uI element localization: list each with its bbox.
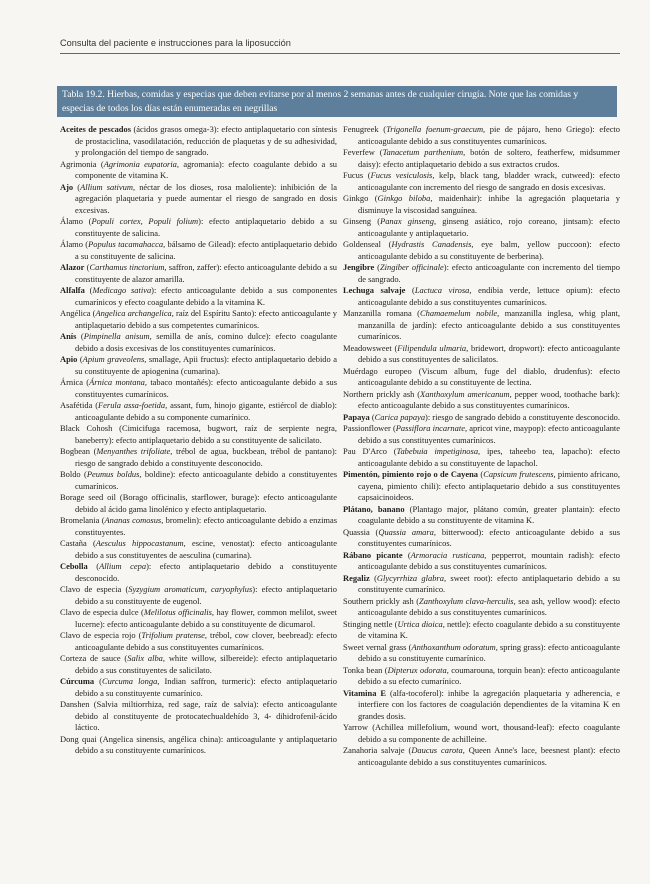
herb-name: Cebolla [60, 561, 88, 571]
herb-name: Quassia [343, 526, 370, 537]
herb-entry [343, 170, 620, 193]
open-paren: ( [414, 388, 421, 399]
herb-description: ácidos grasos omega-3): efecto antiplaquetario con síntesis de prostaciclina, vasodilatación, reducción de plaquetas y de su adhesividad, y prolongación del tiempo de sangrado. [75, 124, 338, 157]
header-rule [60, 53, 620, 54]
left-column [60, 124, 337, 768]
herb-entry [60, 377, 337, 400]
open-paren: ( [73, 181, 81, 192]
herb-entry [60, 354, 337, 377]
herb-entry [60, 607, 337, 630]
herb-name: Regaliz [343, 572, 370, 583]
herb-name: Fenugreek [343, 124, 379, 134]
herb-name: Black Cohosh [60, 423, 113, 433]
herb-entry [343, 343, 620, 366]
herb-name: Tonka bean [343, 664, 383, 675]
herb-description: , néctar de los dioses, rosa maloliente): inhibición de la agregación plaquetaria y puede aumentar el riesgo de sangrado en dosis excesivas. [75, 181, 338, 215]
scientific-name: Dipterux odorata [387, 664, 447, 675]
herb-entry [343, 193, 620, 216]
herb-description: , hay flower, common melilot, sweet lucerne): efecto anticoagulante debido a su constituyente de dicumarol. [75, 607, 338, 629]
herb-description: , ginseng asiático, rojo coreano, jintsam): efecto anticoagulante y antiplaquetario. [358, 216, 620, 238]
herb-name: Dong quai [60, 733, 97, 744]
open-paren: ( [374, 262, 380, 272]
herb-name: Clavo de especia dulce [60, 607, 139, 617]
herb-description: , endibia verde, lettuce opium): efecto anticoagulante debido a sus constituyentes cumarínicos. [358, 285, 621, 307]
herb-description: , tabaco montañés): efecto anticoagulante debido a sus constituyentes cumarínicos. [75, 377, 337, 399]
herb-entry [343, 504, 620, 527]
herb-name: Rábano picante [343, 549, 403, 560]
scientific-name: Menyanthes trifoliate [96, 446, 171, 456]
herb-description: ): efecto antiplaquetario debido a su constituyente de eugenol. [75, 584, 337, 606]
herb-description: , spring grass): efecto anticoagulante debido a su constituyente cumarínico. [358, 641, 621, 663]
herb-entry [60, 182, 337, 217]
scientific-name: Salix alba [127, 653, 163, 663]
herb-description: , ipes, taheebo tea, lapacho): efecto anticoagulante debido a su constituyente de lapachol. [358, 446, 620, 468]
herb-entry [60, 676, 337, 699]
herb-name: Álamo [60, 216, 83, 226]
herb-description: , pie de pájaro, heno Griego): efecto anticoagulante debido a sus constituyentes cumarínicos. [358, 124, 620, 146]
herb-name: Northern prickly ash [343, 388, 415, 399]
open-paren: ( [374, 147, 383, 157]
open-paren: ( [86, 538, 96, 548]
open-paren: ( [84, 262, 90, 272]
herb-name: Castaña [60, 538, 87, 548]
herb-description: ): efecto anticoagulante con incremento del tiempo de sangrado. [358, 262, 620, 284]
open-paren: ( [92, 400, 99, 410]
scientific-name: Ferula assa-foetida [98, 400, 166, 410]
herb-description: , sea ash, yellow wood): efecto anticoagulante debido a sus constituyentes cumarínicos. [358, 595, 620, 617]
open-paren: ( [116, 492, 123, 502]
herb-entry [343, 285, 620, 308]
open-paren: ( [378, 124, 387, 134]
herb-name: Bromelania [60, 515, 100, 525]
herb-description: , pepper wood, toothache bark): efecto anticoagulante debido a sus constituyentes cumarínicos. [358, 388, 620, 410]
herb-description: alfa-tocoferol): inhibe la agregación plaquetaria y adherencia, e interfiere con los factores de coagulación dependientes de la vitamina K en grandes dosis. [358, 687, 620, 721]
open-paren: ( [96, 158, 104, 169]
open-paren: ( [120, 653, 128, 663]
scientific-name: Quassia amara [378, 526, 434, 537]
herb-description: , kelp, black tang, bladder wrack, cutweed): efecto anticoagulante con incremento del riesgo de sangrado en dosis excesivas. [358, 170, 620, 192]
herb-description: Borago officinalis, starflower, burage): efecto anticoagulante debido al ácido gama linolénico y efecto antiplaquetario. [75, 492, 338, 514]
herb-description: , eye balm, yellow puccoon): efecto anticoagulante debido a su constituyente de berberina). [358, 239, 621, 261]
scientific-name: Panax ginseng [380, 216, 434, 226]
scientific-name: Tabebuia impetiginosa [396, 446, 479, 456]
herb-description: , saffron, zaffer): efecto anticoagulante debido a su constituyente de alazor amarilla. [75, 262, 337, 284]
herb-name: Asafétida [60, 400, 93, 410]
herb-description: , smallage, Apii fructus): efecto antiplaquetario debido a su constituyente de apiogenina (cumarina). [75, 354, 337, 376]
herb-entry [343, 124, 620, 147]
herb-entry [60, 734, 337, 757]
herb-name: Papaya [343, 411, 370, 422]
open-paren: ( [368, 193, 378, 203]
herb-entry [60, 400, 337, 423]
herb-entry [60, 538, 337, 561]
open-paren: ( [131, 124, 137, 134]
open-paren: ( [380, 239, 392, 249]
herb-name: Aceites de pescados [60, 124, 131, 134]
scientific-name: Ginkgo biloba [377, 193, 431, 203]
herb-name: Boldo [60, 469, 81, 479]
herb-entry [343, 527, 620, 550]
open-paren: ( [138, 607, 144, 617]
herb-entry [343, 722, 620, 745]
herb-entry [60, 239, 337, 262]
herb-description: , raíz del Espíritu Santo): efecto anticoagulante y antiplaquetario debido a sus competentes cumarínicos. [75, 308, 337, 330]
herb-description: ): efecto antiplaquetario debido a su constituyente de salicina. [75, 216, 337, 238]
herb-entry [60, 561, 337, 584]
herb-description: , nettle): efecto coagulante debido a su constituyente de vitamina K. [358, 618, 621, 640]
herb-description: Viscum album, fuge del diablo, drudenfus): efecto anticoagulante debido a su constituyente de lectina. [358, 365, 620, 387]
open-paren: ( [96, 733, 103, 744]
herb-name: Jengibre [343, 262, 375, 272]
herb-description: Salvia miltiorrhiza, red sage, raíz de salvia): efecto anticoagulante debido al constituyente de protocatechualdehído 3, 4- dihidrofenil-ácido láctico. [75, 699, 337, 732]
scientific-name: Allium cepa [99, 561, 147, 571]
herb-description: , bridewort, dropwort): efecto anticoagulante debido a sus constituyentes de salicilatos. [358, 342, 621, 364]
herb-name: Álamo [60, 239, 83, 249]
herb-description: , assant, fum, hinojo gigante, estiércol de diablo): anticoagulante debido a su componente cumarínico. [75, 400, 337, 422]
herb-entry [60, 653, 337, 676]
table-caption: Tabla 19.2. Hierbas, comidas y especias que deben evitarse por al menos 2 semanas antes de cualquier cirugía. Note que las comidas y especias de todos los días están enumeradas en negrillas [57, 86, 617, 117]
open-paren: ( [82, 216, 92, 226]
table-body [60, 124, 620, 768]
scientific-name: Pimpinella anisum [83, 331, 150, 341]
herb-description: , bitterwood): efecto anticoagulante debido a sus constituyentes cumarínicos. [358, 526, 620, 548]
herb-entry [60, 308, 337, 331]
herb-name: Agrimonia [60, 158, 97, 169]
herb-description: Achillea millefolium, wound wort, thousand-leaf): efecto coagulante debido a su componente de achilleine. [358, 722, 621, 744]
herb-entry [343, 216, 620, 239]
herb-entry [343, 239, 620, 262]
scientific-name: Curcuma longa [101, 676, 158, 686]
herb-entry [343, 550, 620, 573]
herb-entry [60, 331, 337, 354]
open-paren: ( [478, 469, 484, 479]
herb-entry [343, 469, 620, 504]
open-paren: ( [371, 216, 381, 226]
herb-entry [343, 665, 620, 688]
scientific-name: Xanthoxylum americanum [420, 388, 510, 399]
open-paren: ( [80, 469, 87, 479]
open-paren: ( [404, 503, 413, 514]
scientific-name: Populi cortex, Populi folium [91, 216, 199, 226]
herb-name: Alazor [60, 262, 85, 272]
scientific-name: Angelica archangelica [95, 308, 172, 318]
herb-entry [343, 389, 620, 412]
herb-name: Fucus [343, 170, 364, 180]
herb-entry [60, 515, 337, 538]
scientific-name: Armoracia rusticana [410, 549, 485, 560]
open-paren: ( [112, 423, 122, 433]
herb-name: Apio [60, 354, 78, 364]
open-paren: ( [405, 285, 415, 295]
herb-name: Cúrcuma [60, 676, 95, 686]
herb-name: Lechuga salvaje [343, 285, 406, 295]
herb-entry [343, 596, 620, 619]
herb-entry [343, 688, 620, 723]
herb-name: Anís [60, 331, 77, 341]
open-paren: ( [369, 526, 379, 537]
herb-description: , bromelin): efecto anticoagulante debido a enzimas constituyentes. [75, 515, 338, 537]
herb-description: , Indian saffron, turmeric): efecto antiplaquetario debido a su constituyente cumarínico. [75, 676, 337, 698]
open-paren: ( [411, 365, 422, 376]
scientific-name: Passiflora incarnate [395, 423, 465, 433]
herb-entry [343, 412, 620, 424]
scientific-name: Peumus boldus [86, 469, 140, 479]
herb-entry [60, 262, 337, 285]
herb-name: Goldenseal [343, 239, 381, 249]
herb-description: , Queen Anne's lace, beesnest plant): efecto anticoagulante debido a sus constituyentes cumarínicos. [358, 745, 621, 767]
herb-entry [343, 308, 620, 343]
herb-name: Angélica [60, 308, 91, 318]
scientific-name: Melilotus officinalis [143, 607, 212, 617]
herb-name: Yarrow [343, 722, 368, 732]
herb-name: Ginkgo [343, 193, 369, 203]
open-paren: ( [82, 377, 90, 387]
herb-entry [60, 216, 337, 239]
herb-description: , white willow, silbereide): efecto antiplaquetario debido a sus constituyentes de salicilato. [75, 653, 338, 675]
scientific-name: Trigonella foenum-graecum [386, 124, 484, 134]
scientific-name: Syzygium aromaticum, caryophylus [128, 584, 253, 594]
herb-entry [343, 619, 620, 642]
herb-entry [343, 262, 620, 285]
herb-entry [343, 573, 620, 596]
herb-name: Feverfew [343, 147, 375, 157]
herb-description: , agromania): efecto coagulante debido a su componente de vitamina K. [75, 158, 338, 180]
scientific-name: Populus tacamahacca [88, 239, 164, 249]
herb-description: , semilla de anís, comino dulce): efecto coagulante debido a dosis excesivas de los constituyentes cumarínicos. [75, 331, 338, 353]
herb-description: ): riesgo de sangrado debido a constituyente desconocido. [425, 411, 620, 422]
herb-description: , sweet root): efecto antiplaquetario debido a su constituyente cumarínico. [358, 572, 621, 594]
herb-name: Clavo de especia [60, 584, 122, 594]
herb-name: Corteza de sauce [60, 653, 121, 663]
herb-description: , trébol de agua, buckbean, trébol de pantano): riesgo de sangrado debido a constituyente desconocido. [75, 446, 337, 468]
herb-description: Plantago major, plátano común, greater plantain): efecto coagulante debido a su constituyente de vitamina K. [358, 503, 621, 525]
herb-description: , manzanilla inglesa, whig plant, manzanilla de jardín): efecto anticoagulante debido a sus constituyentes cumarínicos. [358, 308, 620, 341]
herb-entry [60, 124, 337, 159]
herb-entry [60, 492, 337, 515]
open-paren: ( [382, 664, 388, 675]
herb-name: Plátano, banano [343, 503, 405, 514]
herb-name: Sweet vernal grass [343, 641, 407, 652]
herb-name: Ginseng [343, 216, 372, 226]
scientific-name: Ananas comosus [104, 515, 162, 525]
herb-description: , escine, venostat): efecto anticoagulante debido a sus constituyentes de aesculina (cumarina). [75, 538, 337, 560]
scientific-name: Zanthoxylum clava-herculis [419, 595, 514, 606]
open-paren: ( [82, 239, 89, 249]
herb-description: Cimicifuga racemosa, bugwort, raíz de serpiente negra, baneberry): efecto antiplaquetario debido a su constituyente de salicilato. [75, 423, 337, 445]
herb-description: , coumarouna, torquin bean): efecto anticoagulante debido a su efecto cumarínico. [358, 664, 620, 686]
herb-name: Manzanilla romana [343, 308, 412, 318]
open-paren: ( [89, 699, 97, 709]
herb-name: Clavo de especia rojo [60, 630, 136, 640]
scientific-name: Aesculus hippocastanum [95, 538, 184, 548]
scientific-name: Hydrastis Canadensis [391, 239, 472, 249]
open-paren: ( [87, 561, 100, 571]
scientific-name: Carica papaya [374, 411, 426, 422]
herb-entry [60, 630, 337, 653]
open-paren: ( [392, 618, 398, 629]
herb-description: , boldine): efecto anticoagulante debido a constituyentes cumarínicos. [75, 469, 338, 491]
herb-name: Southern prickly ash [343, 595, 414, 606]
scientific-name: Apium graveolens [82, 354, 145, 364]
open-paren: ( [369, 572, 377, 583]
scientific-name: Medicago sativa [92, 285, 152, 295]
herb-entry [343, 642, 620, 665]
herb-name: Passionflower [343, 423, 391, 433]
scientific-name: Tanacetum parthenium [382, 147, 464, 157]
herb-entry [60, 584, 337, 607]
herb-description: , pepperrot, mountain radish): efecto anticoagulante debido a sus constituyentes cumarínicos. [358, 549, 620, 571]
open-paren: ( [391, 342, 398, 353]
open-paren: ( [77, 354, 83, 364]
herb-name: Muérdago europeo [343, 365, 412, 376]
herb-entry [343, 423, 620, 446]
open-paren: ( [367, 722, 376, 732]
herb-name: Zanahoria salvaje [343, 745, 405, 755]
herb-description: , maidenhair): inhibe la agregación plaquetaria y disminuye la viscosidad sanguínea. [358, 193, 620, 215]
running-header: Consulta del paciente e instrucciones para la liposucción [60, 38, 291, 48]
scientific-name: Chamaemelum nobile [420, 308, 498, 318]
herb-description: Angelica sinensis, angélica china): anticoagulante y antiplaquetario debido a su constituyente cumarínicos. [75, 733, 338, 755]
open-paren: ( [84, 285, 93, 295]
herb-description: , botón de soltero, featherfew, midsummer daisy): efecto antiplaquetario debido a sus extractos crudos. [358, 147, 621, 169]
open-paren: ( [90, 308, 96, 318]
scientific-name: Capsicum frutescens [483, 469, 554, 479]
herb-entry [60, 469, 337, 492]
herb-entry [60, 699, 337, 734]
scientific-name: Carthamus tinctorium [89, 262, 165, 272]
herb-name: Bogbean [60, 446, 90, 456]
herb-description: , bálsamo de Gilead): efecto antiplaquetario debido a su constituyente de salicina. [75, 239, 338, 261]
herb-entry [60, 423, 337, 446]
open-paren: ( [76, 331, 84, 341]
scientific-name: Urtica dioica [397, 618, 443, 629]
herb-name: Ajo [60, 181, 74, 192]
open-paren: ( [99, 515, 105, 525]
open-paren: ( [94, 676, 102, 686]
herb-entry [60, 285, 337, 308]
herb-name: Danshen [60, 699, 90, 709]
scientific-name: Fucus vesiculosis [370, 170, 433, 180]
herb-name: Meadowsweet [343, 342, 392, 353]
open-paren: ( [402, 549, 411, 560]
open-paren: ( [406, 641, 412, 652]
herb-entry [60, 159, 337, 182]
open-paren: ( [404, 745, 412, 755]
open-paren: ( [386, 687, 393, 698]
herb-name: Stinging nettle [343, 618, 393, 629]
open-paren: ( [135, 630, 142, 640]
herb-name: Árnica [60, 377, 83, 387]
herb-entry [343, 446, 620, 469]
right-column [343, 124, 620, 768]
scientific-name: Lactuca virosa [414, 285, 470, 295]
herb-name: Borage seed oil [60, 492, 117, 502]
open-paren: ( [386, 446, 397, 456]
herb-name: Alfalfa [60, 285, 85, 295]
open-paren: ( [90, 446, 97, 456]
open-paren: ( [121, 584, 129, 594]
open-paren: ( [363, 170, 371, 180]
herb-description: ): efecto anticoagulante debido a sus componentes cumarínicos y efecto coagulante debido a la vitamina K. [75, 285, 337, 307]
scientific-name: Agrimonia eupatoria [103, 158, 177, 169]
herb-entry [60, 446, 337, 469]
scientific-name: Anthoxanthum odoratum [411, 641, 496, 652]
herb-entry [343, 147, 620, 170]
open-paren: ( [390, 423, 396, 433]
herb-name: Pimentón, pimiento rojo o de Cayena [343, 469, 479, 479]
scientific-name: Daucus carota [411, 745, 463, 755]
herb-entry [343, 745, 620, 768]
herb-description: , apricot vine, maypop): efecto anticoagulante debido a sus constituyentes cumarínicos. [358, 423, 621, 445]
scientific-name: Glycyrrhiza glabra [376, 572, 444, 583]
scientific-name: Árnica montana [89, 377, 145, 387]
herb-description: ): efecto antiplaquetario debido a constituyente desconocido. [75, 561, 337, 583]
herb-description: , trébol, cow clover, beebread): efecto anticoagulante debido a sus constituyentes cumarínicos. [75, 630, 337, 652]
open-paren: ( [413, 595, 420, 606]
herb-name: Pau D'Arco [343, 446, 387, 456]
herb-description: , pimiento africano, cayena, pimiento chili): efecto antiplaquetario debido a sus constituyentes capsaicinoideos. [358, 469, 621, 502]
open-paren: ( [369, 411, 375, 422]
scientific-name: Trifolium pratense [141, 630, 205, 640]
scientific-name: Allium sativum [80, 181, 133, 192]
scientific-name: Zingiber officinale [379, 262, 444, 272]
herb-entry [343, 366, 620, 389]
herb-name: Vitamina E [343, 687, 387, 698]
scientific-name: Filipendula ulmaria [397, 342, 467, 353]
open-paren: ( [411, 308, 420, 318]
